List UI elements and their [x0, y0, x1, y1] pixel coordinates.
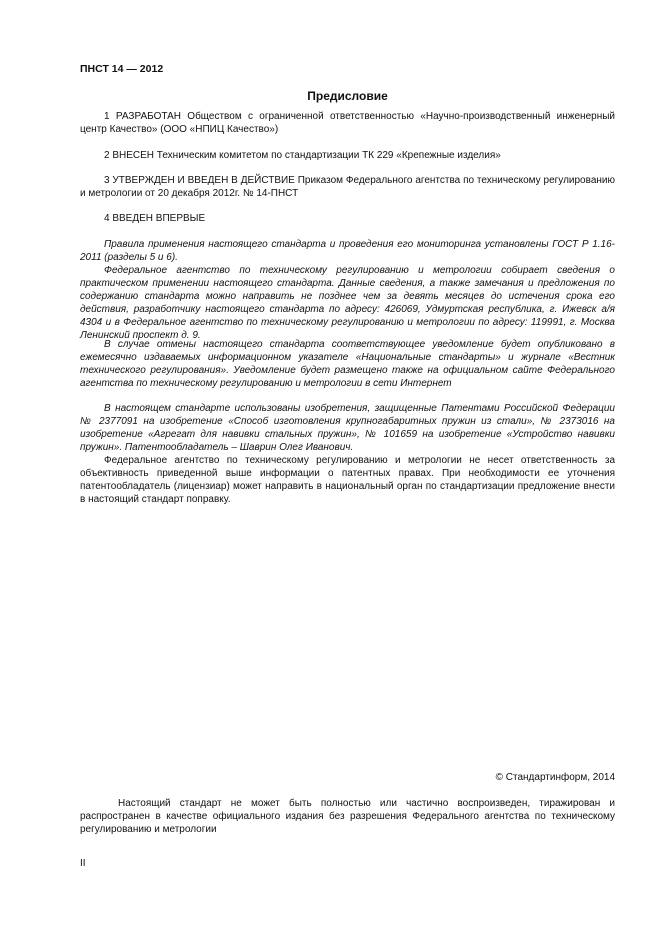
item-approved: 3 УТВЕРЖДЕН И ВВЕДЕН В ДЕЙСТВИЕ Приказом Федерального агентства по техническому регулированию и метрологии от 20 декабря 2012г. № 14-ПНСТ [80, 175, 615, 199]
rules-paragraph-3: В случае отмены настоящего стандарта соответствующее уведомление будет опубликовано в ежемесячно издаваемых информационном указателе «Национальные стандарты» и журнале «Вестник технического регулирования». Уведомление будет размещено также на официальном сайте Федерального агентства по техническому регулированию и метрологии в сети Интернет [80, 339, 615, 389]
copyright-line: © Стандартинформ, 2014 [495, 772, 615, 783]
page-number: II [80, 858, 86, 869]
section-title: Предисловие [307, 89, 388, 103]
patents-paragraph: В настоящем стандарте использованы изобретения, защищенные Патентами Российской Федерации № 2377091 на изобретение «Способ изготовления крупногабаритных пружин из стали», № 2373016 на изобретение «Агрегат для навивки стальных пружин», № 101659 на изобретение «Устройство навивки пружин». Патентообладатель – Шаврин Олег Иванович. [80, 403, 615, 453]
item-developed-by: 1 РАЗРАБОТАН Обществом с ограниченной ответственностью «Научно-производственный инженерный центр Качество» (ООО «НПИЦ Качество») [80, 111, 615, 135]
reproduction-notice: Настоящий стандарт не может быть полностью или частично воспроизведен, тиражирован и распространен в качестве официального издания без разрешения Федерального агентства по техническому регулированию и метрологии [80, 798, 615, 835]
rules-paragraph-1: Правила применения настоящего стандарта и проведения его мониторинга установлены ГОСТ Р 1.16-2011 (разделы 5 и 6). [80, 239, 615, 263]
rules-paragraph-2: Федеральное агентство по техническому регулированию и метрологии собирает сведения о практическом применении настоящего стандарта. Данные сведения, а также замечания и предложения по содержанию стандарта можно направить не позднее чем за девять месяцев до истечения срока его действия, разработчику настоящего стандарта по адресу: 426069, Удмуртская республика, г. Ижевск а/я 4304 и в Федеральное агентство по техническому регулированию и метрологии по адресу: 119991, г. Москва Ленинский проспект д. 9. [80, 265, 615, 341]
document-code-header: ПНСТ 14 — 2012 [80, 63, 164, 75]
item-first-introduced: 4 ВВЕДЕН ВПЕРВЫЕ [104, 213, 206, 224]
item-introduced-by: 2 ВНЕСЕН Техническим комитетом по стандартизации ТК 229 «Крепежные изделия» [104, 150, 501, 161]
patents-disclaimer: Федеральное агентство по техническому регулированию и метрологии не несет ответственность за объективность приведенной выше информации о патентных правах. При необходимости ее уточнения патентообладатель (лицензиар) может направить в национальный орган по стандартизации предложение внести в настоящий стандарт поправку. [80, 455, 615, 505]
